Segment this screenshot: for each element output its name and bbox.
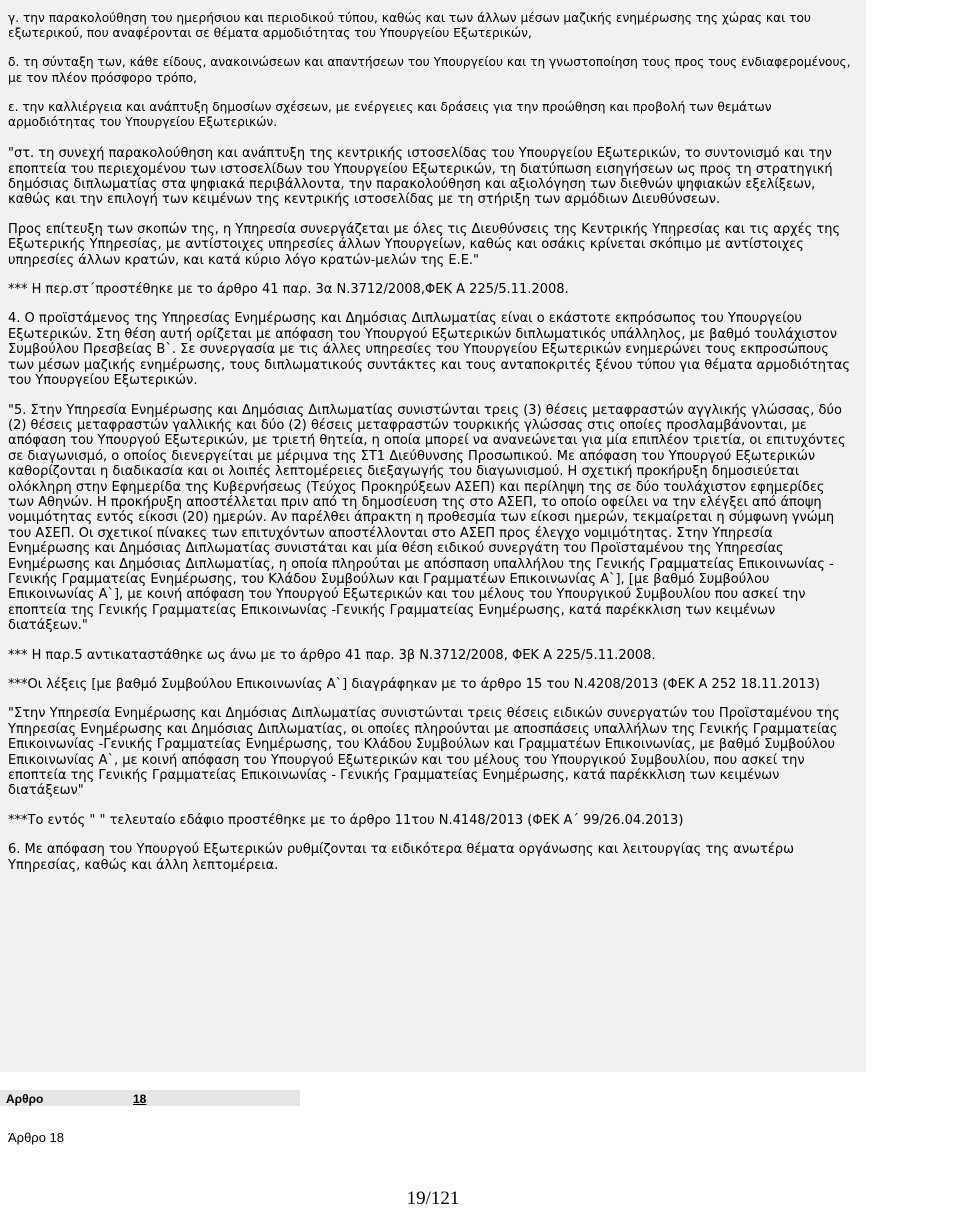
note-par5-replaced: *** Η παρ.5 αντικαταστάθηκε ως άνω με το άρθρο 41 παρ. 3β Ν.3712/2008, ΦΕΚ Α 225/5.11.2008.: [8, 647, 656, 663]
article-number-link[interactable]: 18: [133, 1092, 147, 1106]
paragraph-gamma: γ. την παρακολούθηση του ημερήσιου και περιοδικού τύπου, καθώς και των άλλων μέσων μαζικής ενημέρωσης της χώρας και του εξωτερικού, που αναφέρονται σε θέματα αρμοδιότητας του Υπουργείου Εξωτερικών,: [8, 11, 811, 41]
paragraph-epsilon: ε. την καλλιέργεια και ανάπτυξη δημοσίων σχέσεων, με ενέργειες και δράσεις για την προώθηση και προβολή των θεμάτων αρμοδιότητας του Υπουργείου Εξωτερικών.: [8, 99, 772, 130]
paragraph-special-advisors: "Στην Υπηρεσία Ενημέρωσης και Δημόσιας Διπλωματίας συνιστώνται τρεις θέσεις ειδικών συνεργατών του Προϊσταμένου της Υπηρεσίας Ενημέρωσης και Δημόσιας Διπλωματίας, οι οποίες πληρούνται με αποσπάσεις υπαλλήλων της Γενικής Γραμματείας Επικοινωνίας -Γενικής Γραμματείας Ενημέρωσης, του Κλάδου Συμβούλων και Γραμματέων Επικοινωνίας, με βαθμό Συμβούλου Επικοινωνίας Α`, με κοινή απόφαση του Υπουργού Εξωτερικών και του μέλους του Υπουργικού Συμβουλίου, που ασκεί την εποπτεία της Γενικής Γραμματείας Επικοινωνίας - Γενικής Γραμματείας Ενημέρωσης, κατά παρέκκλιση των κειμένων διατάξεων": [8, 706, 840, 799]
page-number: 19/121: [406, 1188, 460, 1209]
note-last-clause-added: ***Το εντός " " τελευταίο εδάφιο προστέθηκε με το άρθρο 11του Ν.4148/2013 (ΦΕΚ Α΄ 99/26.04.2013): [8, 812, 684, 828]
note-st-added: *** Η περ.στ΄προστέθηκε με το άρθρο 41 παρ. 3α Ν.3712/2008,ΦΕΚ Α 225/5.11.2008.: [8, 282, 569, 298]
paragraph-4: 4. Ο προϊστάμενος της Υπηρεσίας Ενημέρωσης και Δημόσιας Διπλωματίας είναι ο εκάστοτε εκπρόσωπος του Υπουργείου Εξωτερικών. Στη θέση αυτή ορίζεται με απόφαση του Υπουργού Εξωτερικών διπλωματικός υπάλληλος, με βαθμό τουλάχιστον Συμβούλου Πρεσβείας Β`. Σε συνεργασία με τις άλλες υπηρεσίες του Υπουργείου Εξωτερικών ενημερώνει τους εκπροσώπους των μέσων μαζικής ενημέρωσης, τους διπλωματικούς συντάκτες και τους ανταποκριτές ξένου τύπου για θέματα αρμοδιότητας του Υπουργείου Εξωτερικών.: [8, 311, 850, 389]
paragraph-st: "στ. τη συνεχή παρακολούθηση και ανάπτυξη της κεντρικής ιστοσελίδας του Υπουργείου Εξωτερικών, το συντονισμό και την εποπτεία του περιεχομένου των ιστοσελίδων του Υπουργείου Εξωτερικών, τη διατύπωση εισηγήσεων ως προς τη στρατηγική δημόσιας διπλωματίας στα ψηφιακά περιβάλλοντα, την παρακολούθηση και αξιολόγηση των διεθνών ψηφιακών εξελίξεων, καθώς και την επιλογή των κειμένων της κεντρικής ιστοσελίδας με τη στήριξη των αρμόδιων Διευθύνσεων.: [8, 146, 833, 208]
article-heading: Άρθρο 18: [8, 1130, 64, 1145]
paragraph-delta: δ. τη σύνταξη των, κάθε είδους, ανακοινώσεων και απαντήσεων του Υπουργείου και τη γνωστοποίηση τους προς τους ενδιαφερομένους, με τον πλέον πρόσφορο τρόπο,: [8, 55, 851, 85]
paragraph-6: 6. Με απόφαση του Υπουργού Εξωτερικών ρυθμίζονται τα ειδικότερα θέματα οργάνωσης και λειτουργίας της ανωτέρω Υπηρεσίας, καθώς και άλλη λεπτομέρεια.: [8, 842, 794, 873]
note-words-deleted: ***Οι λέξεις [με βαθμό Συμβούλου Επικοινωνίας Α`] διαγράφηκαν με το άρθρο 15 του Ν.4208/2013 (ΦΕΚ Α 252 18.11.2013): [8, 677, 820, 692]
article-label: Αρθρο: [6, 1092, 44, 1106]
article-header-bar: [0, 1090, 300, 1106]
paragraph-cooperation: Προς επίτευξη των σκοπών της, η Υπηρεσία συνεργάζεται με όλες τις Διευθύνσεις της Κεντρικής Υπηρεσίας και τις αρχές της Εξωτερικής Υπηρεσίας, με αντίστοιχες υπηρεσίες άλλων Υπουργείων, καθώς και οσάκις κρίνεται σκόπιμο με αντίστοιχες υπηρεσίες άλλων κρατών, και κατά κύριο λόγο κρατών-μελών της Ε.Ε.": [8, 221, 841, 268]
paragraph-5: "5. Στην Υπηρεσία Ενημέρωσης και Δημόσιας Διπλωματίας συνιστώνται τρεις (3) θέσεις μεταφραστών αγγλικής γλώσσας, δύο (2) θέσεις μεταφραστών γαλλικής και δύο (2) θέσεις μεταφραστών τουρκικής γλώσσας στις οποίες προσλαμβάνονται, με απόφαση του Υπουργού Εξωτερικών, με τριετή θητεία, η οποία μπορεί να ανανεώνεται για μία επιπλέον τριετία, οι επιτυχόντες σε διαγωνισμό, ο οποίος διενεργείται με μέριμνα της ΣΤ1 Διεύθυνσης Προσωπικού. Με απόφαση του Υπουργού Εξωτερικών καθορίζονται η διαδικασία και οι λοιπές λεπτομέρειες διεξαγωγής του διαγωνισμού. Η σχετική προκήρυξη δημοσιεύεται ολόκληρη στην Εφημερίδα της Κυβερνήσεως (Τεύχος Προκηρύξεων ΑΣΕΠ) και περίληψη της σε δύο τουλάχιστον εφημερίδες των Αθηνών. Η προκήρυξη αποστέλλεται πριν από τη δημοσίευση της στο ΑΣΕΠ, το οποίο οφείλει να την ελέγξει από άποψη νομιμότητας εντός είκοσι (20) ημερών. Αν παρέλθει άπρακτη η προθεσμία των είκοσι ημερών, τεκμαίρεται η σύμφωνη γνώμη του ΑΣΕΠ. Οι σχετικοί πίνακες των επιτυχόντων αποστέλλονται στο ΑΣΕΠ προς έλεγχο νομιμότητας. Στην Υπηρεσία Ενημέρωσης και Δημόσιας Διπλωματίας συνιστάται και μία θέση ειδικού συνεργάτη του Προϊσταμένου της Υπηρεσίας Ενημέρωσης και Δημόσιας Διπλωματίας, η οποία πληρούται με απόσπαση υπαλλήλου της Γενικής Γραμματείας Επικοινωνίας - Γενικής Γραμματείας Ενημέρωσης, του Κλάδου Συμβούλων και Γραμματέων Επικοινωνίας Α`], [με βαθμό Συμβούλου Επικοινωνίας Α`], με κοινή απόφαση του Υπουργού Εξωτερικών και του μέλους του Υπουργικού Συμβουλίου που ασκεί την εποπτεία της Γενικής Γραμματείας Επικοινωνίας -Γενικής Γραμματείας Ενημέρωσης, κατά παρέκκλιση των κειμένων διατάξεων.": [8, 402, 846, 634]
